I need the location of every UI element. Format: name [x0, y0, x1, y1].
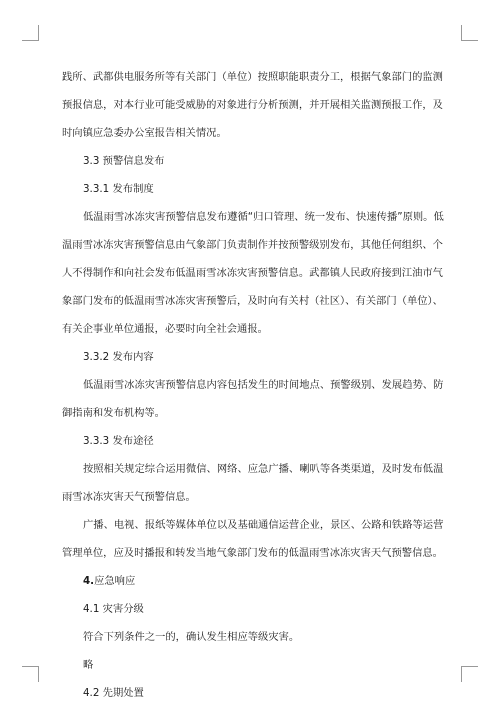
para-line: 人不得制作和向社会发布低温雨雪冰冻灾害预警信息。武都镇人民政府接到江油市气 [62, 267, 443, 279]
crop-mark-top-right-v [461, 25, 462, 41]
para-line: 符合下列条件之一的，确认发生相应等级灾害。 [83, 631, 300, 643]
crop-mark-bottom-right-h [461, 666, 478, 667]
heading-4-number: 4. [83, 575, 95, 587]
para-line: 御指南和发布机构等。 [62, 407, 165, 419]
heading-4-text: 应急响应 [94, 575, 136, 587]
para-line: 管理单位，应及时播报和转发当地气象部门发布的低温雨雪冰冻灾害天气预警信息。 [62, 547, 443, 559]
para-line: 低温雨雪冰冻灾害预警信息发布遵循“归口管理、统一发布、快速传播”原则。低 [83, 211, 444, 223]
para-line: 预报信息，对本行业可能受威胁的对象进行分析预测，并开展相关监测预报工作，及 [62, 99, 443, 111]
crop-mark-bottom-right-v [461, 666, 462, 682]
para-line: 有关企事业单位通报，必要时向全社会通报。 [62, 323, 268, 335]
para-line: 象部门发布的低温雨雪冰冻灾害预警后，及时向有关村（社区）、有关部门（单位）、 [62, 295, 443, 307]
heading-3-3-2: 3.3.2 发布内容 [83, 351, 154, 363]
crop-mark-top-left-h [22, 40, 39, 41]
heading-4 [83, 574, 438, 588]
para-line: 时向镇应急委办公室报告相关情况。 [62, 127, 227, 139]
para-line: 雨雪冰冻灾害天气预警信息。 [62, 491, 196, 503]
para-line: 略 [83, 659, 94, 671]
heading-4-1: 4.1 灾害分级 [83, 603, 144, 615]
para-line: 践所、武都供电服务所等有关部门（单位）按照职能职责分工，根据气象部门的监测 [62, 71, 443, 83]
heading-3-3-1: 3.3.1 发布制度 [83, 183, 154, 195]
crop-mark-bottom-left-v [38, 666, 39, 682]
crop-mark-top-left-v [38, 25, 39, 41]
heading-4-2: 4.2 先期处置 [83, 687, 144, 699]
heading-3-3-3: 3.3.3 发布途径 [83, 435, 154, 447]
para-line: 低温雨雪冰冻灾害预警信息内容包括发生的时间地点、预警级别、发展趋势、防 [83, 379, 444, 391]
para-line: 温雨雪冰冻灾害预警信息由气象部门负责制作并按预警级别发布，其他任何组织、个 [62, 239, 443, 251]
para-line: 按照相关规定综合运用微信、网络、应急广播、喇叭等各类渠道，及时发布低温 [83, 463, 444, 475]
para-line: 广播、电视、报纸等媒体单位以及基础通信运营企业，景区、公路和铁路等运营 [83, 519, 444, 531]
crop-mark-top-right-h [461, 40, 478, 41]
crop-mark-bottom-left-h [22, 666, 39, 667]
heading-3-3: 3.3 预警信息发布 [83, 155, 165, 167]
